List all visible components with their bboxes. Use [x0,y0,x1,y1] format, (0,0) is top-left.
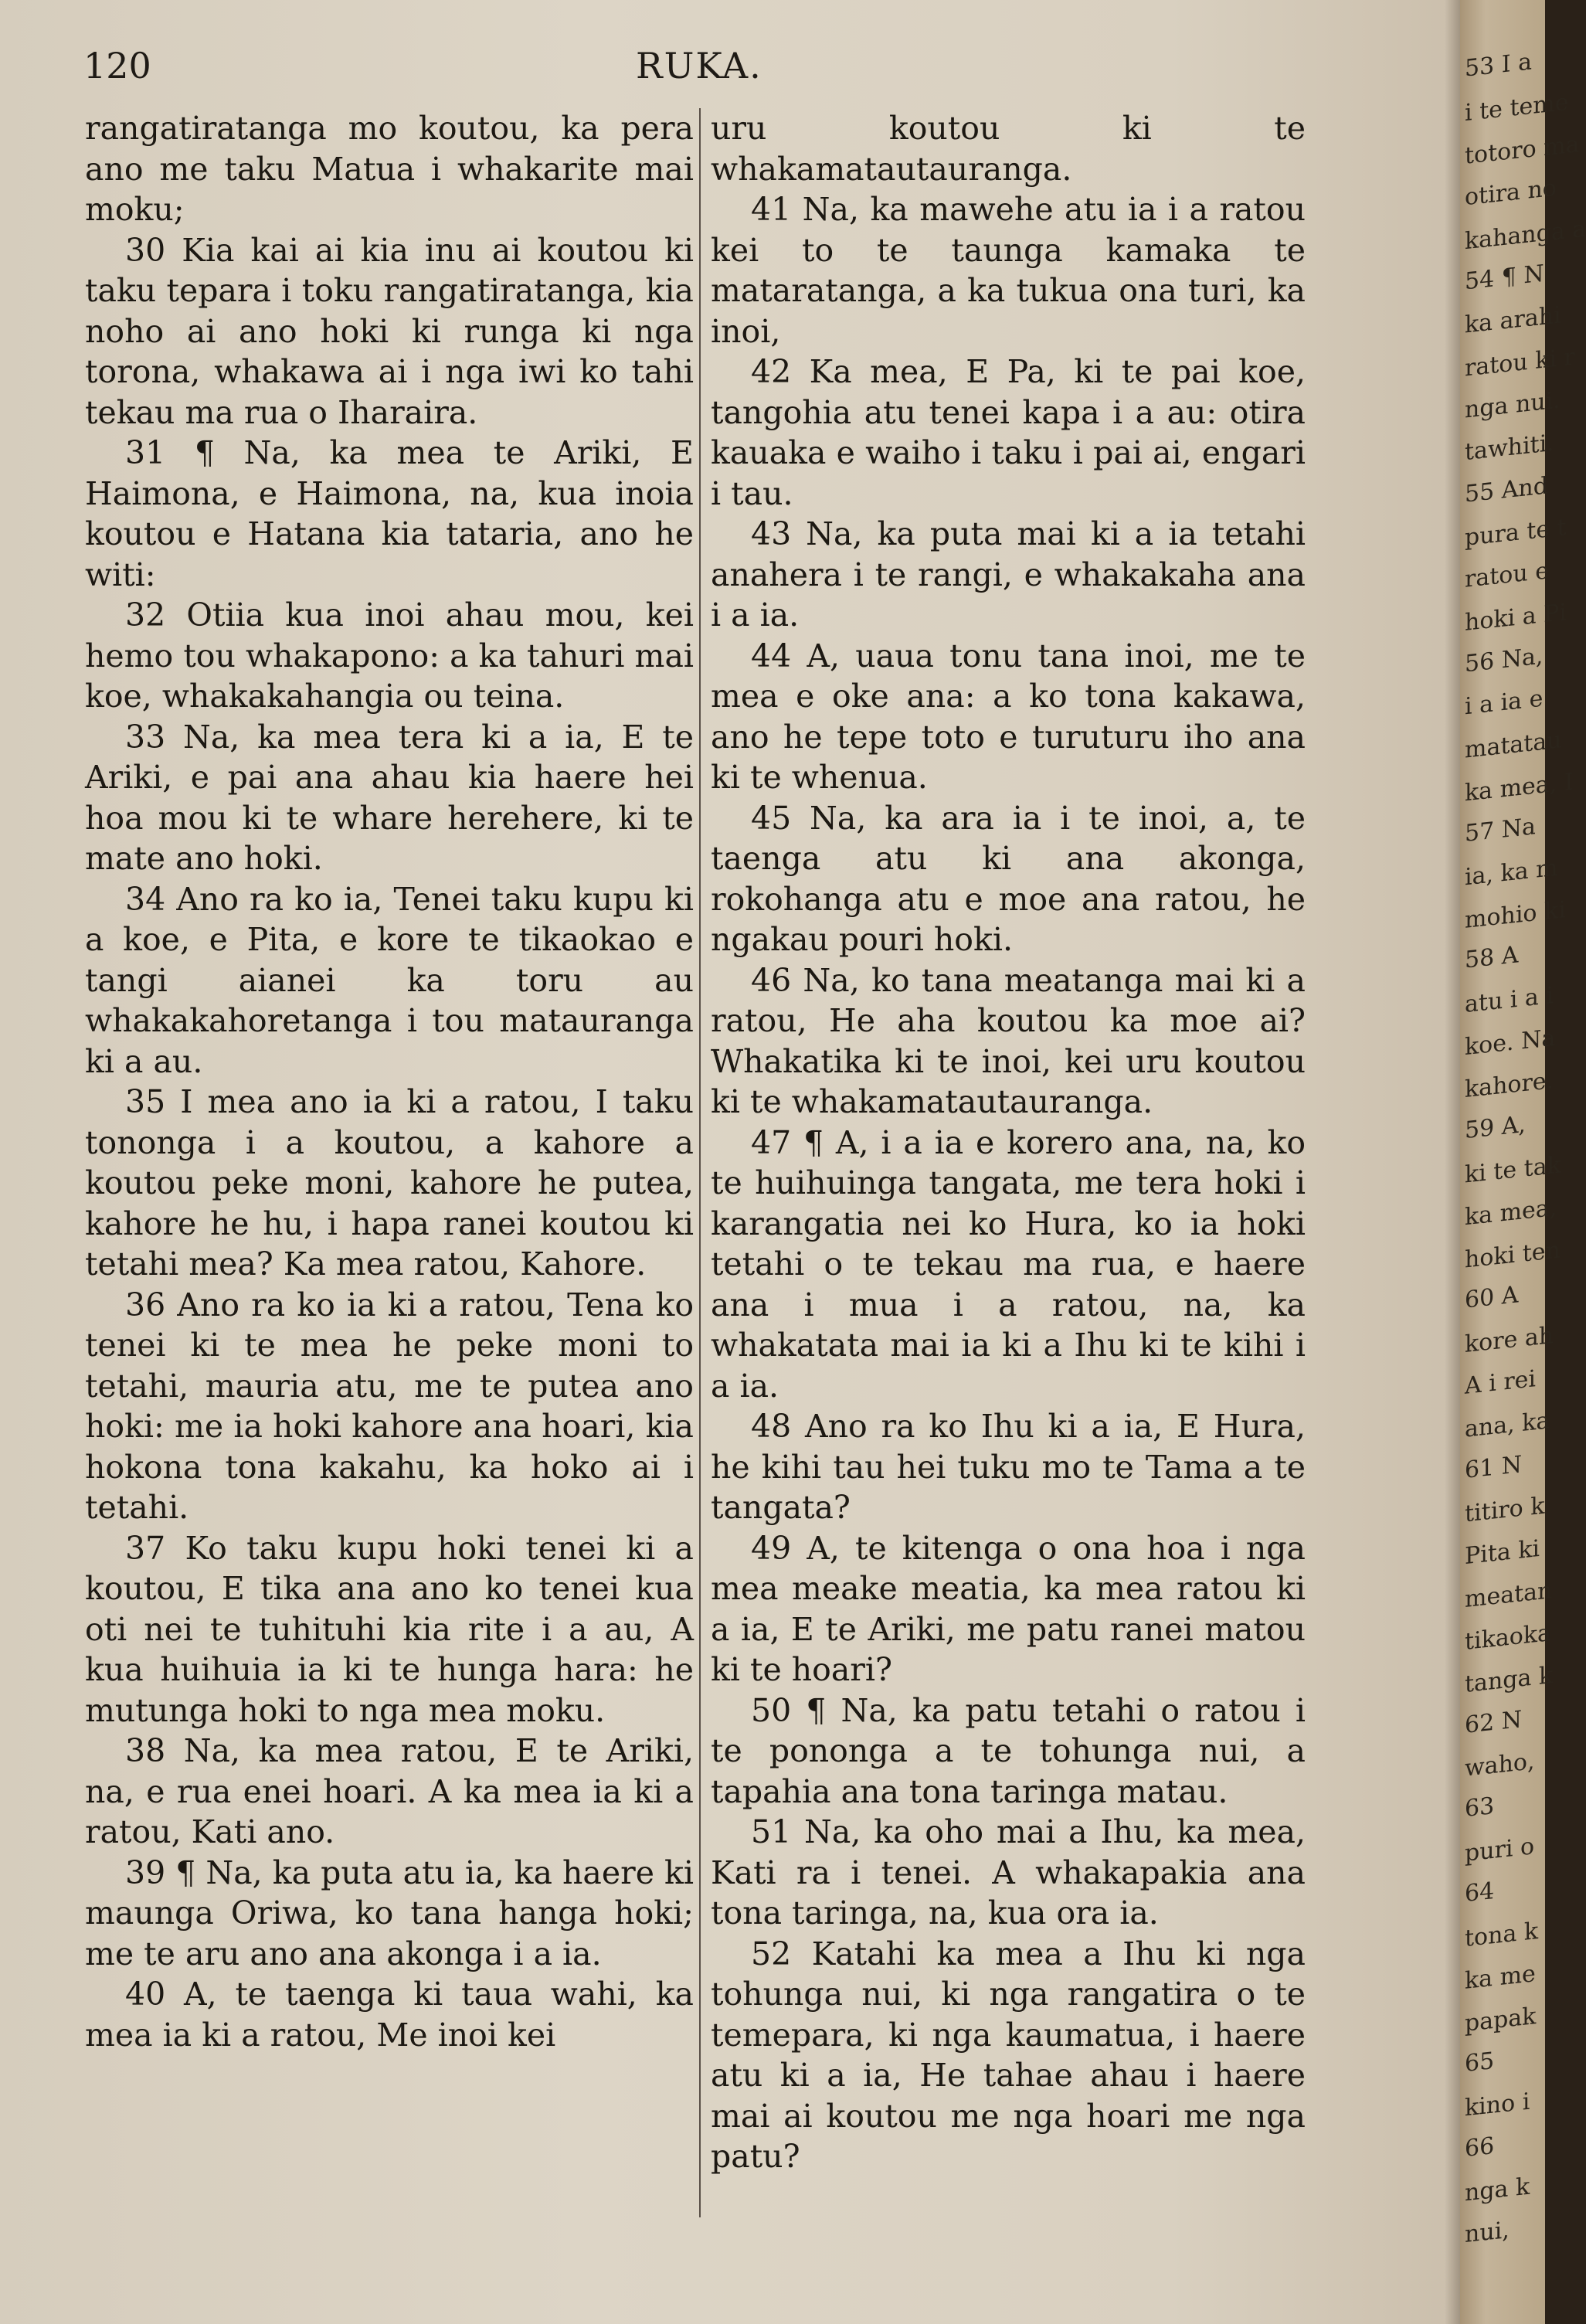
verse-paragraph: 31 ¶ Na, ka mea te Ariki, E Haimona, e Haimona, na, kua inoia koutou e Hatana kia tataria, ano he witi: [85,434,694,593]
next-page-edge [1460,0,1586,2324]
next-page-text-fragment: tona k [1465,1918,1539,1952]
next-page-text-fragment: ratou ki r [1465,343,1575,382]
next-page-text-fragment: 57 Na [1465,813,1536,848]
verse-paragraph: 37 Ko taku kupu hoki tenei ki a koutou, E tika ana ano ko tenei kua oti nei te tuhituhi kia rite i a au, A kua huihuia ia ki te hunga hara: he mutunga hoki to nga mea moku. [85,1529,694,1729]
next-page-text-fragment: nga k [1465,2173,1530,2207]
next-page-text-fragment: matatau [1465,726,1562,764]
verse-paragraph: 50 ¶ Na, ka patu tetahi o ratou i te pononga a te tohunga nui, a tapahia ana tona taringa matau. [711,1691,1306,1810]
left-column [85,108,694,2055]
verse-paragraph: 42 Ka mea, E Pa, ki te pai koe, tangohia atu tenei kapa i a au: otira kauaka e waiho i taku i pai ai, engari i tau. [711,353,1306,512]
next-page-text-fragment: Pita ki [1465,1534,1540,1571]
next-page-text-fragment: 66 [1465,2132,1495,2163]
next-page-text-fragment: nui, [1465,2216,1510,2249]
page-header [83,45,1319,99]
next-page-text-fragment: totoro ma [1465,131,1580,170]
verse-paragraph: 49 A, te kitenga o ona hoa i nga mea meake meatia, ka mea ratou ki a ia, E te Ariki, me patu ranei matou ki te hoari? [711,1529,1306,1688]
next-page-text-fragment: mohio ki [1465,896,1566,934]
next-page-text-fragment: ki te tak [1465,1151,1561,1189]
next-page-text-fragment: ratou e [1465,557,1549,593]
next-page-text-fragment: 64 [1465,1877,1495,1908]
next-page-text-fragment: tikaoka [1465,1619,1551,1656]
next-page-text-fragment: 59 A, [1465,1110,1526,1145]
next-page-text-fragment: kahore. [1465,1066,1554,1104]
next-page-text-fragment: hoki a Pi [1465,599,1567,637]
next-page-text-fragment: titiro k [1465,1492,1545,1528]
next-page-text-fragment: 55 And [1465,472,1548,508]
verse-paragraph: 52 Katahi ka mea a Ihu ki nga tohunga nui, ki nga rangatira o te temepara, ki nga kaumatua, i haere atu ki a ia, He tahae ahau i haere mai ai koutou me nga hoari me nga patu? [711,1935,1306,2175]
next-page-text-fragment: kore ah [1465,1321,1554,1359]
next-page-text-fragment: tanga k [1465,1662,1554,1698]
verse-paragraph: 39 ¶ Na, ka puta atu ia, ka haere ki maunga Oriwa, ko tana hanga hoki; me te aru ano ana akonga i a ia. [85,1853,694,1972]
next-page-text-fragment: pura te t [1465,514,1567,552]
next-page-text-fragment: kino i [1465,2088,1530,2122]
next-page-text-fragment: ia, ka m [1465,854,1558,892]
next-page-text-fragment: meatan [1465,1577,1553,1613]
verse-paragraph: 44 A, uaua tonu tana inoi, me te mea e oke ana: a ko tona kakawa, ano he tepe toto e turuturu iho ana ki te whenua. [711,637,1306,796]
verse-paragraph: uru koutou ki te whakamatautauranga. [711,110,1306,188]
verse-paragraph: 40 A, te taenga ki taua wahi, ka mea ia ki a ratou, Me inoi kei [85,1976,694,2054]
next-page-text-fragment: 54 ¶ N [1465,260,1544,296]
next-page-text-fragment: kahanga a [1465,215,1586,256]
verse-paragraph: 38 Na, ka mea ratou, E te Ariki, na, e rua enei hoari. A ka mea ia ki a ratou, Kati ano. [85,1732,694,1850]
next-page-text-fragment: hoki ten [1465,1236,1561,1274]
next-page-text-fragment: 65 [1465,2047,1495,2078]
next-page-text-fragment: A i rei [1465,1365,1537,1400]
next-page-text-fragment: 58 A [1465,941,1519,974]
verse-paragraph: 51 Na, ka oho mai a Ihu, ka mea, Kati ra i tenei. A whakapakia ana tona taringa, na, kua ora ia. [711,1813,1306,1932]
next-page-text-fragment: ka mea, [1465,1194,1557,1232]
next-page-text-fragment: ka me [1465,1960,1536,1995]
next-page-text-fragment: koe. Na [1465,1024,1556,1062]
verse-paragraph: 30 Kia kai ai kia inu ai koutou ki taku tepara i toku rangatiratanga, kia noho ai ano hoki ki runga ki nga torona, whakawa ai i nga iwi ko tahi tekau ma rua o Iharaira. [85,231,694,431]
next-page-text-fragment: 63 [1465,1792,1495,1823]
right-column [711,108,1306,2177]
verse-paragraph: 36 Ano ra ko ia ki a ratou, Tena ko tenei ki te mea he peke moni to tetahi, mauria atu, me te putea ano hoki: me ia hoki kahore ana hoari, kia hokona tona kakahu, ka hoko ai i tetahi. [85,1286,694,1526]
next-page-text-fragment: 62 N [1465,1706,1522,1739]
next-page-text-fragment: nga nui. [1465,386,1561,424]
column-divider [699,108,701,2217]
page-number: 120 [83,45,151,87]
next-page-text-fragment: waho, [1465,1748,1535,1782]
verse-paragraph: rangatiratanga mo koutou, ka pera ano me taku Matua i whakarite mai moku; [85,110,694,228]
next-page-text-fragment: 53 I a [1465,48,1532,83]
next-page-text-fragment: 61 N [1465,1451,1522,1484]
verse-paragraph: 41 Na, ka mawehe atu ia i a ratou kei to te taunga kamaka te mataratanga, a ka tukua ona turi, ka inoi, [711,191,1306,350]
next-page-text-fragment: atu i a i [1465,981,1554,1019]
next-page-text-fragment: 56 Na, [1465,642,1544,678]
next-page-text-fragment: tawhiti. [1465,429,1554,467]
running-title: RUKA. [636,45,762,87]
next-page-text-fragment: papak [1465,2003,1537,2037]
verse-paragraph: 32 Otiia kua inoi ahau mou, kei hemo tou whakapono: a ka tahuri mai koe, whakakahangia ou teina. [85,596,694,715]
verse-paragraph: 34 Ano ra ko ia, Tenei taku kupu ki a koe, e Pita, e kore te tikaokao e tangi aianei ka toru au whakakahoretanga i tou matauranga ki a au. [85,880,694,1080]
verse-paragraph: 35 I mea ano ia ki a ratou, I taku tononga i a koutou, a kahore a koutou peke moni, kahore he putea, kahore he hu, i hapa ranei koutou ki tetahi mea? Ka mea ratou, Kahore. [85,1083,694,1283]
next-page-text-fragment: i a ia e [1465,685,1544,721]
next-page-text-fragment: ana, ka [1465,1407,1550,1443]
next-page-text-fragment: ka mea, I [1465,768,1574,807]
next-page-text-fragment: puri o [1465,1833,1535,1867]
verse-paragraph: 48 Ano ra ko Ihu ki a ia, E Hura, he kihi tau hei tuku mo te Tama a te tangata? [711,1408,1306,1526]
verse-paragraph: 43 Na, ka puta mai ki a ia tetahi anahera i te rangi, e whakakaha ana i a ia. [711,515,1306,634]
verse-paragraph: 45 Na, ka ara ia i te inoi, a, te taenga atu ki ana akonga, rokohanga atu e moe ana ratou, he ngakau pouri hoki. [711,799,1306,958]
verse-paragraph: 47 ¶ A, i a ia e korero ana, na, ko te huihuinga tangata, me tera hoki i karangatia nei ko Hura, ko ia hoki tetahi o te tekau ma rua, e haere ana i mua i a ratou, na, ka whakatata mai ia ki a Ihu ki te kihi i a ia. [711,1123,1306,1405]
next-page-text-fragment: ka arahi [1465,301,1561,339]
verse-paragraph: 46 Na, ko tana meatanga mai ki a ratou, He aha koutou ka moe ai? Whakatika ki te inoi, kei uru koutou ki te whakamatautauranga. [711,961,1306,1120]
next-page-text-fragment: i te teme [1465,88,1569,127]
verse-paragraph: 33 Na, ka mea tera ki a ia, E te Ariki, e pai ana ahau kia haere hei hoa mou ki te whare herehere, ki te mate ano hoki. [85,718,694,877]
next-page-text-fragment: 60 A [1465,1281,1519,1314]
next-page-text-fragment: otira no [1465,174,1557,212]
